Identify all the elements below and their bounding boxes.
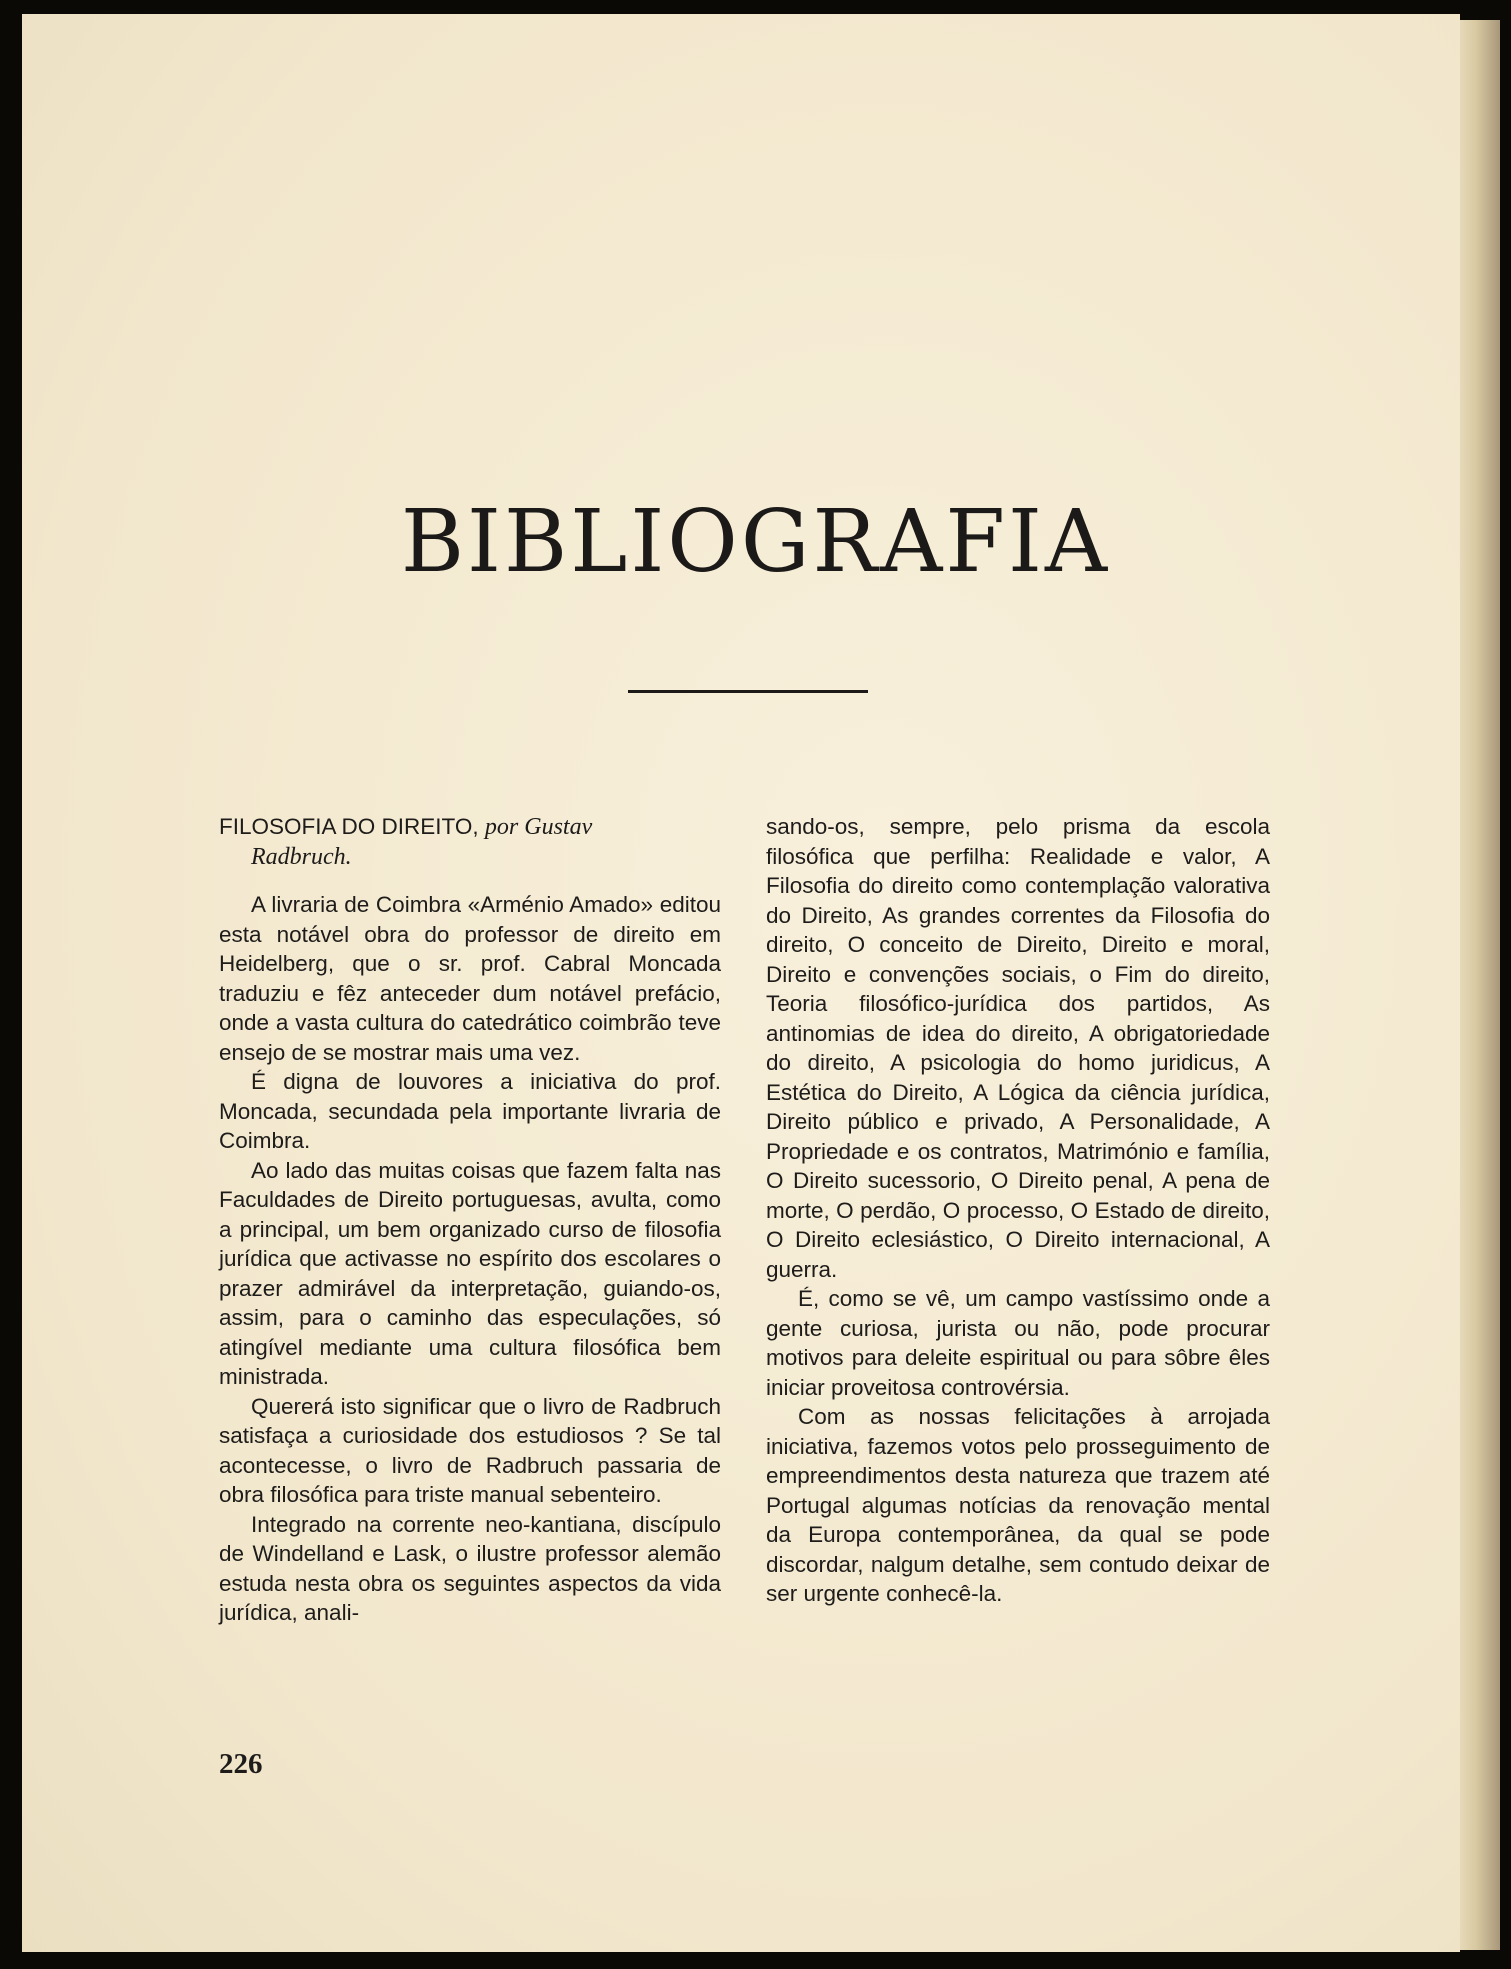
- review-heading-title: FILOSOFIA DO DIREITO,: [219, 814, 485, 839]
- paragraph: Ao lado das muitas coisas que fazem falta nas Faculdades de Direito portuguesas, avulta, como a principal, um bem organizado curso de filosofia jurídica que activasse no espírito dos escolares o prazer admirável da interpretação, guiando-os, assim, para o caminho das especulações, só atingível mediante uma cultura filosófica bem ministrada.: [219, 1157, 721, 1389]
- right-column: [766, 812, 1270, 1609]
- paragraph: Com as nossas felicitações à arrojada iniciativa, fazemos votos pelo prosseguimento de empreendimentos desta natureza que trazem até Portugal algumas notícias da renovação mental da Europa contemporânea, da qual se pode discordar, nalgum detalhe, sem contudo deixar de ser urgente conhecê-la.: [766, 1404, 1270, 1606]
- page-edge: [1460, 20, 1500, 1950]
- paragraph: A livraria de Coimbra «Arménio Amado» editou esta notável obra do professor de direito em Heidelberg, que o sr. prof. Cabral Moncada traduziu e fêz anteceder dum notável prefácio, onde a vasta cultura do catedrático coimbrão teve ensejo de se mostrar mais uma vez.: [219, 892, 721, 1065]
- review-heading: [219, 812, 721, 872]
- title-divider: [628, 690, 868, 693]
- page-title: BIBLIOGRAFIA: [400, 492, 1111, 592]
- page-number: 226: [219, 1748, 263, 1780]
- review-heading-author-cont: Radbruch.: [251, 843, 352, 870]
- paragraph: Quererá isto significar que o livro de Radbruch satisfaça a curiosidade dos estudiosos ? Se tal acontecesse, o livro de Radbruch passaria de obra filosófica para triste manual sebenteiro.: [219, 1393, 721, 1507]
- review-heading-author: por Gustav: [484, 814, 593, 840]
- paragraph: É digna de louvores a iniciativa do prof. Moncada, secundada pela importante livraria de Coimbra.: [219, 1069, 721, 1153]
- paragraph: É, como se vê, um campo vastíssimo onde a gente curiosa, jurista ou não, pode procurar motivos para deleite espiritual ou para sôbre êles iniciar proveitosa controvérsia.: [766, 1286, 1270, 1400]
- paragraph: sando-os, sempre, pelo prisma da escola filosófica que perfilha: Realidade e valor, A Filosofia do direito como contemplação valorativa do Direito, As grandes correntes da Filosofia do direito, O conceito de Direito, Direito e moral, Direito e convenções sociais, o Fim do direito, Teoria filosófico-jurídica dos partidos, As antinomias de idea do direito, A obrigatoriedade do direito, A psicologia do homo juridicus, A Estética do Direito, A Lógica da ciência jurídica, Direito público e privado, A Personalidade, A Propriedade e os contratos, Matrimónio e família, O Direito sucessorio, O Direito penal, A pena de morte, O perdão, O processo, O Estado de direito, O Direito eclesiástico, O Direito internacional, A guerra.: [766, 814, 1270, 1282]
- left-column: [219, 812, 721, 1628]
- paragraph: Integrado na corrente neo-kantiana, discípulo de Windelland e Lask, o ilustre professor alemão estuda nesta obra os seguintes aspectos da vida jurídica, anali-: [219, 1511, 721, 1625]
